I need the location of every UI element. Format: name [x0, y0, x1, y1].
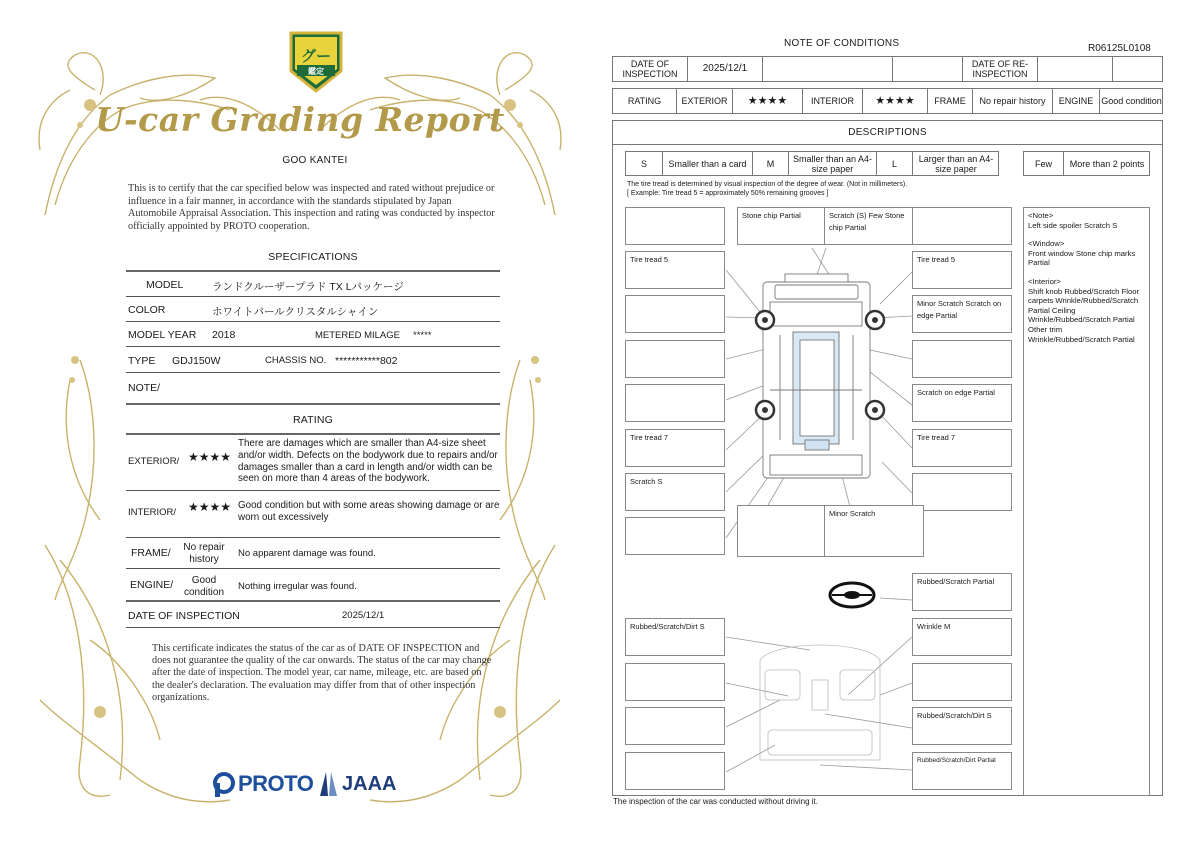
date-of-inspection-value: 2025/12/1	[342, 610, 385, 621]
date-of-reinspection-value	[1038, 57, 1113, 81]
metered-mileage-label: METERED MILAGE	[315, 330, 400, 341]
model-label: MODEL	[146, 279, 184, 291]
interior-heading: <Interior>	[1028, 276, 1061, 286]
chassis-label: CHASSIS NO.	[265, 355, 327, 366]
divider	[126, 270, 500, 272]
engine-value: Good condition	[183, 575, 225, 598]
exterior-label: EXTERIOR/	[128, 456, 180, 467]
exterior-stars: ★★★★	[733, 89, 803, 113]
jaaa-logo: JAAA	[342, 773, 397, 795]
desc-box-left-rear: Scratch S	[625, 473, 725, 511]
desc-box-front-right-area: Wrinkle M	[912, 618, 1012, 656]
metered-mileage-value: *****	[413, 330, 432, 341]
divider	[126, 372, 500, 373]
desc-box	[625, 295, 725, 333]
certificate-footer: This certificate indicates the status of the car as of DATE OF INSPECTION and does not guarantee the quality of the car onwards. The status of the car may change after the date of inspection. The model year, car name, mileage, etc. are based on the dealer's declaration. The evaluation may differ from that of other inspection organizations.	[152, 643, 492, 703]
divider	[126, 321, 500, 322]
note-heading: <Note>	[1028, 211, 1054, 220]
proto-logo: PROTO	[238, 771, 314, 796]
note-body: Left side spoiler Scratch S	[1028, 220, 1118, 230]
chassis-value: ***********802	[335, 355, 398, 367]
divider	[126, 537, 500, 538]
desc-box-right-rear-door: Scratch on edge Partial	[912, 384, 1012, 422]
tire-note-line-1: The tire tread is determined by visual inspection of the degree of wear. (Not in millimeters).	[627, 181, 908, 188]
engine-description: Nothing irregular was found.	[238, 581, 357, 592]
color-value: ホワイトパールクリスタルシャイン	[212, 306, 379, 318]
date-of-inspection-value: 2025/12/1	[688, 57, 763, 81]
rating-heading: RATING	[292, 414, 334, 426]
desc-box	[625, 207, 725, 245]
date-of-reinspection-label: DATE OF RE-INSPECTION	[963, 57, 1038, 81]
model-year-label: MODEL YEAR	[128, 329, 197, 341]
desc-box-tire-front-left: Tire tread 5	[625, 251, 725, 289]
divider	[126, 568, 500, 569]
engine-label: ENGINE	[1053, 89, 1100, 113]
report-title: NOTE OF CONDITIONS	[784, 38, 900, 49]
desc-box	[912, 473, 1012, 511]
interior-stars: ★★★★	[863, 89, 928, 113]
frame-value: No repair history	[973, 89, 1053, 113]
note-label: NOTE/	[128, 382, 161, 394]
certificate-subtitle: GOO KANTEI	[282, 155, 348, 166]
desc-box-tire-rear-left: Tire tread 7	[625, 429, 725, 467]
desc-box	[625, 752, 725, 790]
divider	[126, 346, 500, 347]
desc-box	[625, 340, 725, 378]
desc-box-tire-rear-right: Tire tread 7	[912, 429, 1012, 467]
exterior-stars: ★★★★	[188, 450, 232, 464]
rating-row	[612, 88, 1163, 114]
legend-l-desc: Larger than an A4-size paper	[918, 153, 994, 174]
descriptions-heading: DESCRIPTIONS	[848, 127, 927, 138]
date-of-inspection-label: DATE OF INSPECTION	[613, 57, 688, 81]
report-code: R06125L0108	[1088, 43, 1151, 54]
color-label: COLOR	[128, 304, 166, 316]
size-legend	[625, 151, 999, 176]
few-legend	[1023, 151, 1150, 176]
divider	[126, 600, 500, 602]
desc-box	[625, 384, 725, 422]
engine-label: ENGINE/	[130, 579, 174, 591]
exterior-description: There are damages which are smaller than A4-size sheet and/or width. Defects on the bodywork due to repairs and/or damages smaller than a card in length and/or width can be seen on more than 4 areas of the bodywork.	[238, 438, 498, 485]
exterior-label: EXTERIOR	[677, 89, 733, 113]
legend-m-desc: Smaller than an A4-size paper	[789, 152, 877, 175]
desc-box-rear-seat: Rubbed/Scratch/Dirt Partial	[912, 752, 1012, 790]
desc-box-hood: Scratch (S) Few Stone chip Partial	[824, 207, 924, 245]
desc-box-dashboard: Rubbed/Scratch/Dirt S	[625, 618, 725, 656]
legend-few: Few	[1024, 152, 1064, 175]
type-value: GDJ150W	[172, 355, 221, 367]
desc-box-front-bumper: Stone chip Partial	[737, 207, 837, 245]
desc-box	[912, 340, 1012, 378]
desc-box-tire-front-right: Tire tread 5	[912, 251, 1012, 289]
frame-description: No apparent damage was found.	[238, 548, 376, 559]
frame-label: FRAME	[928, 89, 973, 113]
type-label: TYPE	[128, 355, 156, 367]
desc-box-rear-bumper: Minor Scratch	[824, 505, 924, 557]
desc-box-right-fender: Minor Scratch Scratch on edge Partial	[912, 295, 1012, 333]
divider	[126, 403, 500, 405]
interior-body: Shift knob Rubbed/Scratch Floor carpets Wrinkle/Rubbed/Scratch Partial Ceiling Wrinkle/Rubbed/Scratch Partial Other trim Wrinkle/Rubbed/Scratch Partial	[1028, 286, 1140, 344]
legend-m: M	[753, 152, 789, 175]
frame-value: No repair history	[183, 542, 225, 565]
desc-box-right-seat: Rubbed/Scratch/Dirt S	[912, 707, 1012, 745]
desc-box	[912, 207, 1012, 245]
interior-label: INTERIOR	[803, 89, 863, 113]
desc-box	[737, 505, 837, 557]
legend-l: L	[877, 152, 913, 175]
legend-few-desc: More than 2 points	[1069, 158, 1145, 169]
desc-box	[625, 707, 725, 745]
divider	[126, 627, 500, 628]
certificate-intro: This is to certify that the car specified below was inspected and rated without prejudice or influence in a fair manner, in accordance with the standards stipulated by Japan Automobile Appraisal Association. This inspection and rating was conducted by inspector officially appointed by PROTO cooperation.	[128, 183, 495, 232]
divider	[126, 296, 500, 297]
steering-wheel-icon	[830, 583, 874, 607]
tire-note	[627, 180, 907, 198]
interior-stars: ★★★★	[188, 500, 232, 514]
divider	[126, 490, 500, 491]
desc-box	[625, 517, 725, 555]
interior-description: Good condition but with some areas showing damage or are worn out excessively	[238, 500, 500, 523]
model-year-value: 2018	[212, 329, 236, 341]
legend-s: S	[626, 152, 663, 175]
tire-note-line-2: [ Example: Tire tread 5 = approximately 50% remaining grooves ]	[627, 190, 829, 197]
interior-label: INTERIOR/	[128, 507, 177, 518]
divider	[126, 433, 500, 435]
desc-box	[912, 663, 1012, 701]
rating-label: RATING	[613, 89, 677, 113]
svg-text:鑑定: 鑑定	[308, 67, 324, 76]
notes-panel	[1023, 207, 1150, 796]
date-of-inspection-label: DATE OF INSPECTION	[128, 610, 240, 622]
legend-s-desc: Smaller than a card	[663, 152, 753, 175]
window-heading: <Window>	[1028, 239, 1065, 249]
date-blank	[893, 57, 963, 81]
model-value: ランドクルーザープラド TX Lパッケージ	[212, 281, 404, 293]
frame-label: FRAME/	[131, 547, 171, 559]
date-blank	[763, 57, 893, 81]
divider	[613, 144, 1162, 145]
engine-value: Good condition	[1101, 96, 1162, 106]
window-body: Front window Stone chip marks Partial	[1028, 248, 1136, 268]
footnote: The inspection of the car was conducted without driving it.	[613, 797, 818, 806]
date-row	[612, 56, 1163, 82]
certificate-title: U-car Grading Report	[95, 100, 505, 139]
date-blank	[1113, 57, 1163, 81]
specifications-heading: SPECIFICATIONS	[268, 251, 358, 263]
svg-text:グー: グー	[300, 47, 332, 65]
desc-box	[625, 663, 725, 701]
desc-box-steering: Rubbed/Scratch Partial	[912, 573, 1012, 611]
goo-kantei-badge	[287, 31, 345, 93]
